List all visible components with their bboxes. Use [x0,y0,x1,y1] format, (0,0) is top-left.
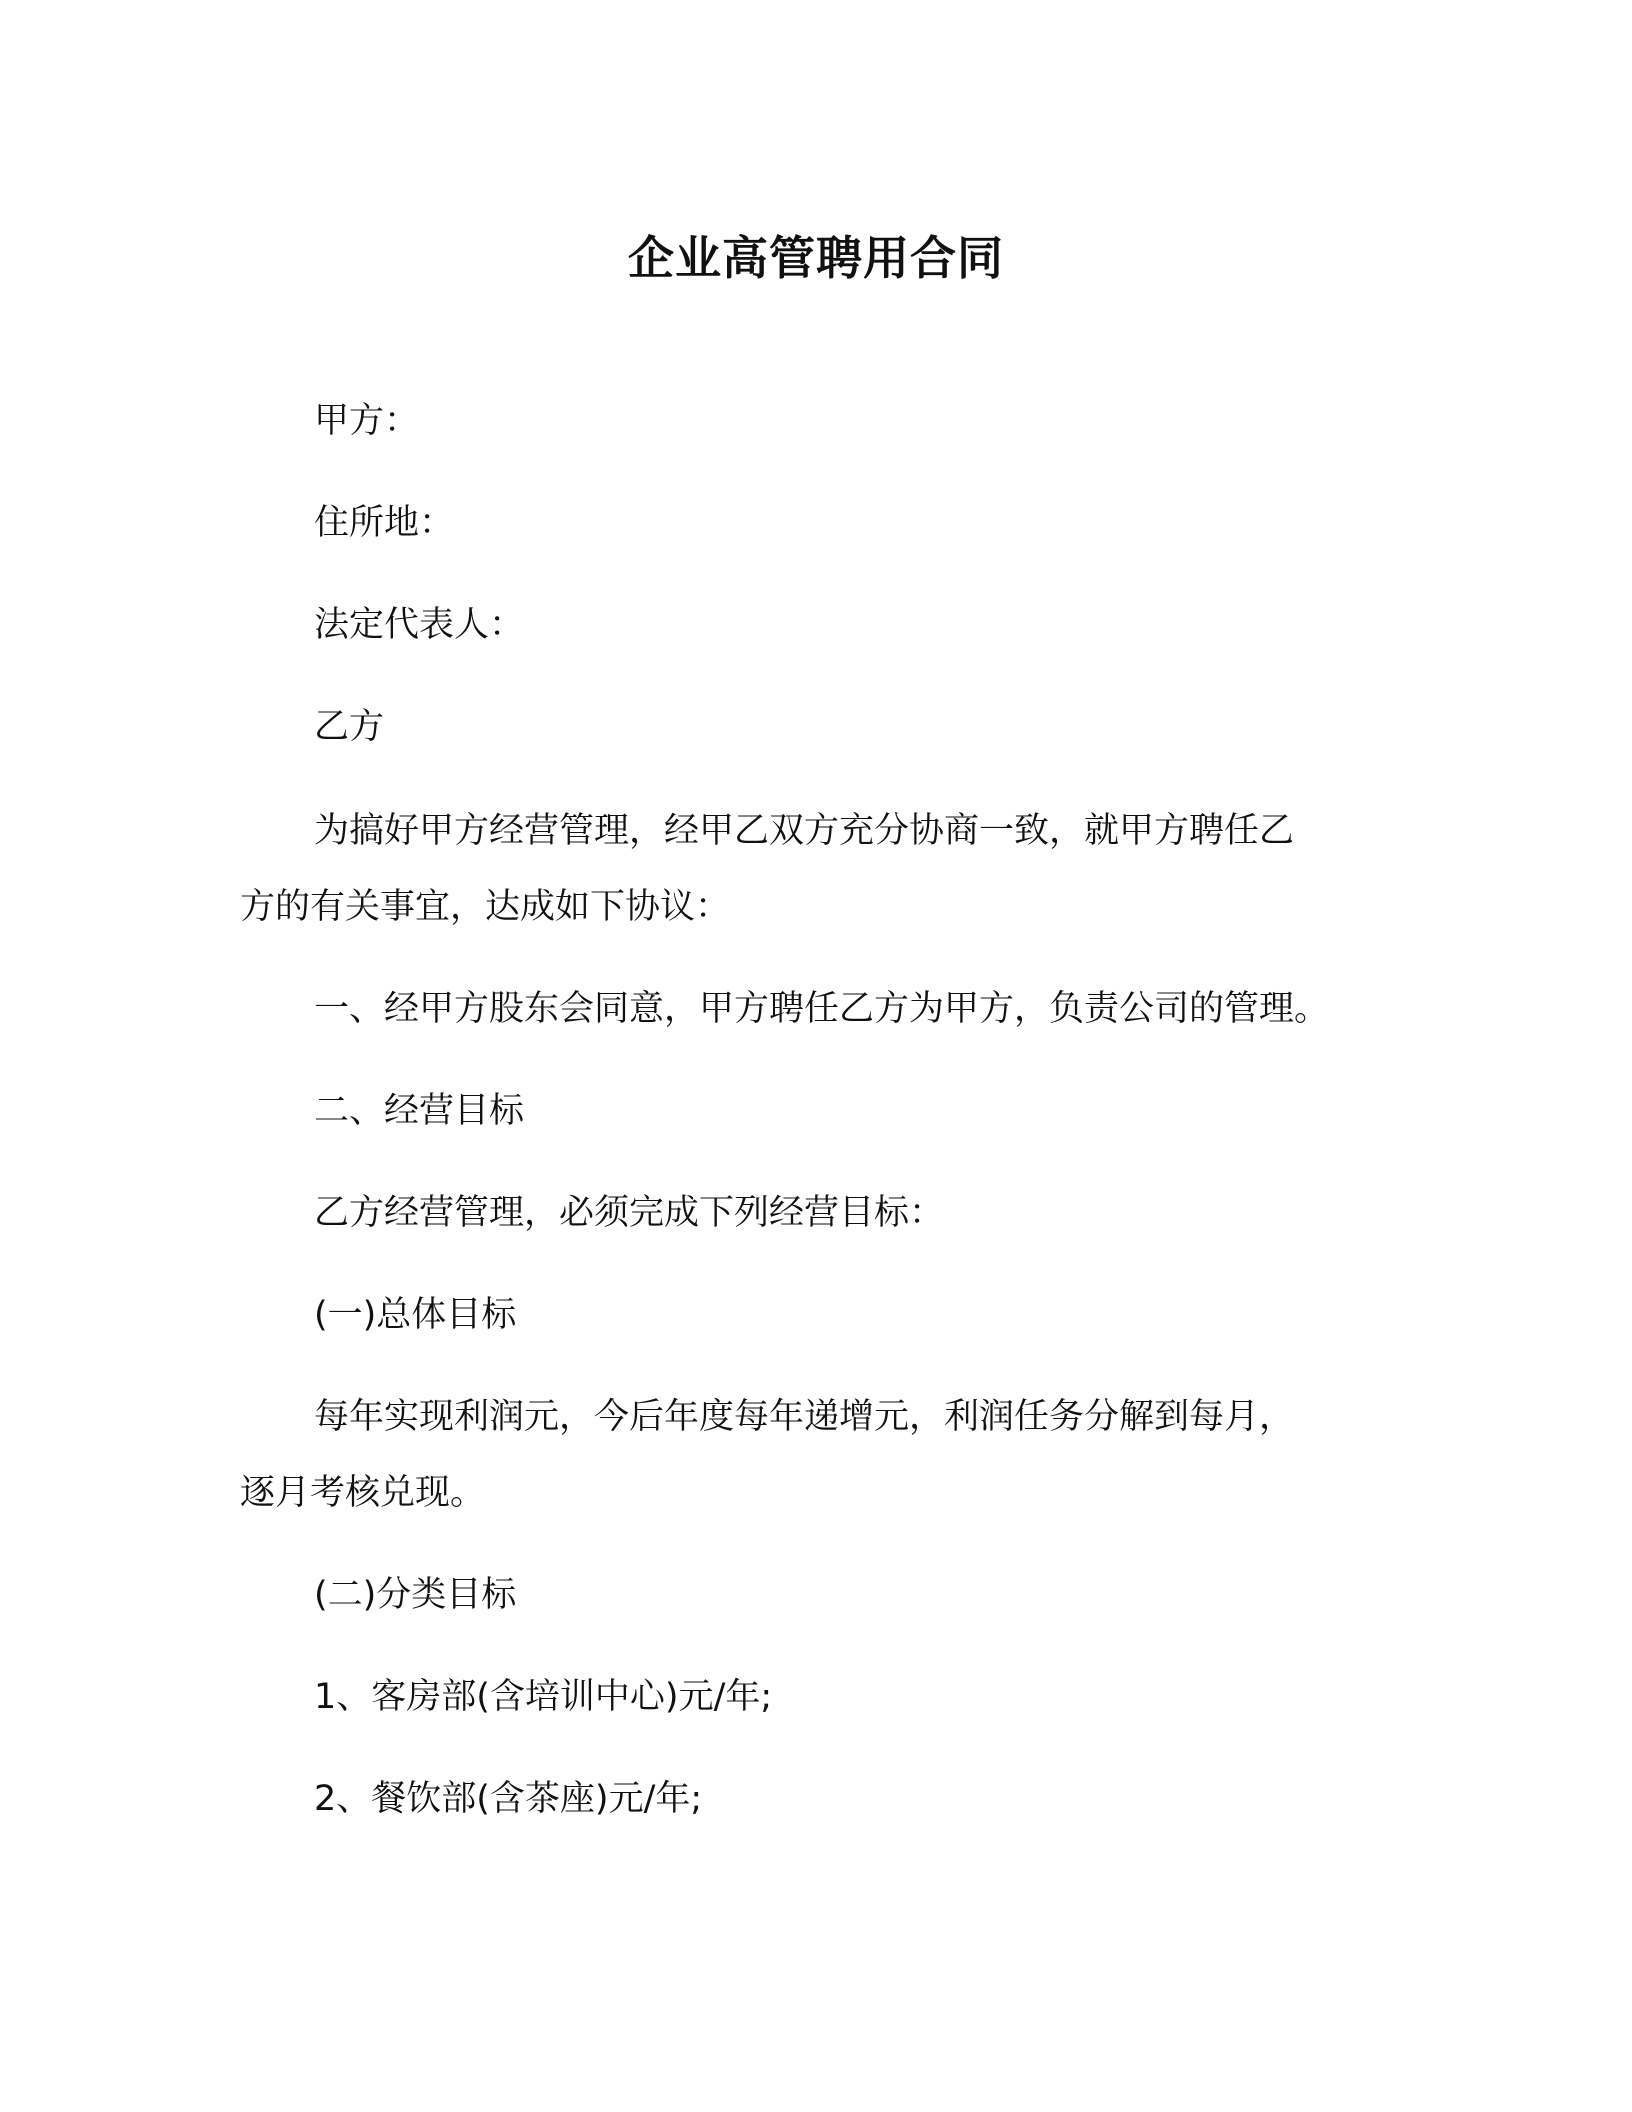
category-target-item-2: 2、餐饮部(含茶座)元/年; [314,1779,703,1819]
preamble-line-1: 为搞好甲方经营管理，经甲乙双方充分协商一致，就甲方聘任乙 [314,811,1295,851]
document-title: 企业高管聘用合同 [628,231,1004,285]
legal-representative-line: 法定代表人： [314,605,525,645]
party-b-line: 乙方 [314,707,385,747]
overall-target-line-1: 每年实现利润元，今后年度每年递增元，利润任务分解到每月， [314,1397,1295,1437]
category-target-item-1: 1、客房部(含培训中心)元/年; [314,1677,773,1717]
address-line: 住所地： [314,503,455,543]
overall-target-heading: (一)总体目标 [314,1295,517,1335]
overall-target-line-2: 逐月考核兑现。 [240,1473,486,1513]
clause-2-heading: 二、经营目标 [314,1091,525,1131]
category-target-heading: (二)分类目标 [314,1575,517,1615]
preamble-line-2: 方的有关事宜，达成如下协议： [240,887,731,927]
party-a-line: 甲方： [314,401,420,441]
clause-1: 一、经甲方股东会同意，甲方聘任乙方为甲方，负责公司的管理。 [314,989,1330,1029]
clause-2-intro: 乙方经营管理，必须完成下列经营目标： [314,1193,945,1233]
